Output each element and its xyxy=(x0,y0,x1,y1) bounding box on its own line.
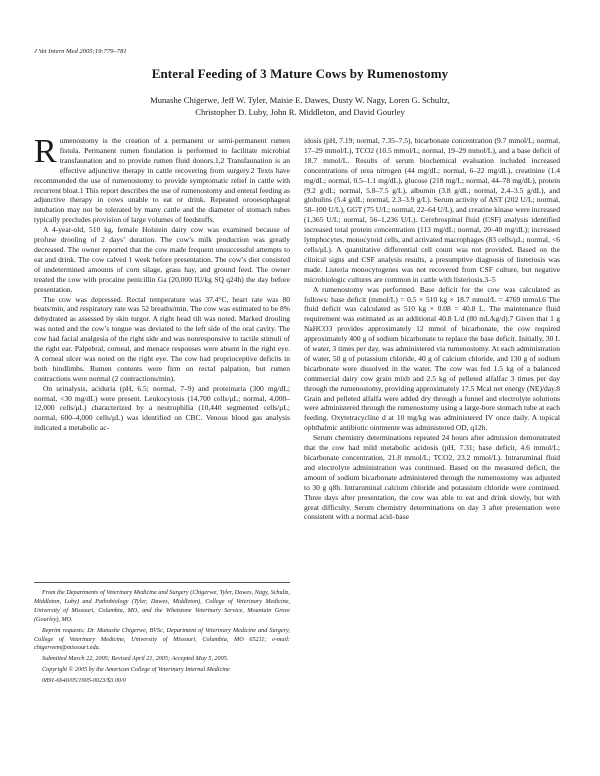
affiliation-note: From the Departments of Veterinary Medicine and Surgery (Chigerwe, Tyler, Dawes, Nagy, Schultz, Middleton, Luby) and Pathobiology (Tyler, Dawes, Middleton), College of Veterinary Medicine, University of Missouri, Columbia, MO, and the Whetstone Veterinary Service, Mountain Grove (Gourley), MO. xyxy=(34,589,290,623)
issn-note: 0891-6640/05/1905-0023/$3.00/0 xyxy=(42,677,126,685)
lab-findings-paragraph: On urinalysis, aciduria (pH, 6.5; normal, 7–9) and proteinuria (300 mg/dL; normal, <30 mg/dL) were present. Leukocytosis (14,700 cells/μL; normal, 4,000–12,000 cells/μL) characterized by a neutrophilia (10,440 segmented cells/μL; normal, 600–4,000 cells/μL) was identified on CBC. Venous blood gas analysis indicated a metabolic ac- xyxy=(34,383,290,433)
footnotes xyxy=(34,582,290,688)
physical-exam-paragraph: The cow was depressed. Rectal temperature was 37.4°C, heart rate was 80 beats/min, and respiratory rate was 52 breaths/min. The cow was estimated to be 8% dehydrated as assessed by skin turgor. A right head tilt was noted. Marked drooling was noted and the cow’s tongue was deviated to the left side of the oral cavity. The cow had facial analgesia of the right side and was nonresponsive to tactile stimuli of the right ear. Palpebral, corneal, and menace responses were absent in the right eye. A corneal ulcer was noted on the right eye. The cow had proprioceptive deficits in both hindlimbs. Rumen contents were firm on rectal palpation, but rumen contractions were normal (2 contractions/min). xyxy=(34,294,290,383)
article-title: Enteral Feeding of 3 Mature Cows by Rumenostomy xyxy=(151,66,449,81)
right-column xyxy=(304,136,560,522)
intro-paragraph xyxy=(34,133,290,225)
left-column xyxy=(34,133,290,433)
copyright-note: Copyright © 2005 by the American College of Veterinary Internal Medicine xyxy=(42,666,230,674)
footnote-divider xyxy=(34,582,290,583)
intro-text: umenostomy is the creation of a permanent or semi-permanent rumen fistula. Permanent rumen fistulation is performed to facilitate microbial transfaunation and to provide rumen fluid donors.1,2 Transfaunation is an effective adjunctive therapy in cattle recovering from surgery.2 Texts have recommended the use of rumenostomy to provide symptomatic relief in cattle with recurrent bloat.1 This report describes the use of rumenostomy and enteral feeding as adjunctive therapy in cows unable to eat or drink. Repeated orooesophageal intubation may not be tolerated by many cattle and the diameter of stomach tubes typically precludes provision of large volumes of feedstuffs. xyxy=(34,136,290,225)
author-list xyxy=(60,94,540,118)
journal-citation: J Vet Intern Med 2005;19:779–781 xyxy=(34,48,127,55)
author-line-1: Munashe Chigerwe, Jeff W. Tyler, Maisie E. Dawes, Dusty W. Nagy, Loren G. Schultz, xyxy=(150,95,450,105)
lab-results-paragraph: idosis (pH, 7.19; normal, 7.35–7.5), bicarbonate concentration (9.7 mmol/L; normal, 17–29 mmol/L), TCO2 (10.5 mmol/L; normal, 19–29 mmol/L), and a base deficit of 18.7 mmol/L. Results of serum biochemical evaluation included increased concentrations of urea nitrogen (44 mg/dL; normal, 6–22 mg/dL), creatinine (1.4 mg/dL; normal, 0.5–1.1 mg/dL), glucose (218 mg/L; normal, 44–78 mg/dL), protein (9.2 g/dL; normal, 5.8–7.5 g/L), albumin (3.8 g/dL; normal, 2.4–3.5 g/dL), and globulins (5.4 g/dL; normal, 2.3–3.9 g/L). Serum activity of AST (202 U/L; normal, 58–100 U/L), GGT (75 U/L; normal, 22–64 U/L), and creatine kinase were increased (1,365 U/L; normal, 56–1,236 U/L). Cerebrospinal fluid (CSF) analysis identified increased total protein concentration (113 mg/dL; normal, 20–40 mg/dL); increased lymphocytes, monocytoid cells, and activated macrophages (83 cells/μL; normal, <6 cells/μL). A quantitative differential cell count was not provided. Based on the clinical signs and CSF analysis results, a presumptive diagnosis of listeriosis was made. Listeria monocytogenes was not recovered from CSF culture, but negative microbiologic cultures are common in cattle with listeriosis.3–5 xyxy=(304,136,560,284)
author-line-2: Christopher D. Luby, John R. Middleton, and David Gourley xyxy=(195,107,405,117)
reprint-note: Reprint requests: Dr. Munashe Chigerwe, BVSc, Department of Veterinary Medicine and Surgery, College of Veterinary Medicine, University of Missouri, Columbia, MO 65211; e-mail: chigerwem@missouri.edu. xyxy=(34,626,290,652)
drop-cap: R xyxy=(34,133,57,170)
case-history-paragraph: A 4-year-old, 510 kg, female Holstein dairy cow was examined because of profuse drooling of 2 days’ duration. The cow’s milk production was greatly decreased. The owner reported that the cow made frequent unsuccessful attempts to eat and drink. The cow calved 1 week before presentation. The cow’s diet consisted of undetermined amounts of corn silage, grass hay, and ground feed. The owner treated the cow with procaine penicillin Ga (20,000 IU/kg SQ q24h) the day before presentation. xyxy=(34,225,290,294)
treatment-paragraph: A rumenostomy was performed. Base deficit for the cow was calculated as follows: base deficit (mmol/L) = 0.5 × 510 kg × 18.7 mmol/L = 4769 mmol.6 The fluid deficit was calculated as 510 kg × 0.08 = 40.8 L. The maintenance fluid requirement was estimated as an additional 40.8 L/d (80 mL/kg/d).7 Given that 1 g NaHCO3 provides approximately 12 mmol of bicarbonate, the cow required approximately 400 g of sodium bicarbonate to replace the base deficit. Initially, 30 L of water, 3 times per day, was administered via rumenostomy. At each administration of water, 50 g of potassium chloride, 40 g of calcium chloride, and 130 g of sodium bicarbonate were dissolved in the water. The cow was fed 1.5 kg of a balanced commercial dairy cow grain mixb and 2.5 kg of pelleted alfalfac 3 times per day through the rumenostomy, providing approximately 17.5 Mcal net energy (NE)/day.8 Grain and pelleted alfalfa were added dry through a funnel and electrolyte solutions were administered through the rumenostomy using a large-bore stomach tube at each feeding. Oxytetracycline d at 10 mg/kg was administered IV once daily. A topical ophthalmic antibiotic ointmente was administered OD, q12h. xyxy=(304,284,560,433)
followup-paragraph: Serum chemistry determinations repeated 24 hours after admission demonstrated that the cow had mild metabolic acidosis (pH, 7.31; base deficit, 4.6 mmol/L; bicarbonate concentration, 21.8 mmol/L; TCO2, 23.2 mmol/L). Intraruminal fluid and electrolyte administration was continued. Based on the measured deficit, the amount of sodium bicarbonate administered through the rumenostomy was adjusted to 30 g q8h. Intraruminal calcium chloride and potassium chloride were continued. Three days after presentation, the cow was able to eat and drink slowly, but with great difficulty. Serum chemistry determinations on day 3 after presentation were consistent with a normal acid–base xyxy=(304,433,560,522)
submission-dates: Submitted March 22, 2005; Revised April 21, 2005; Accepted May 5, 2005. xyxy=(42,655,229,663)
